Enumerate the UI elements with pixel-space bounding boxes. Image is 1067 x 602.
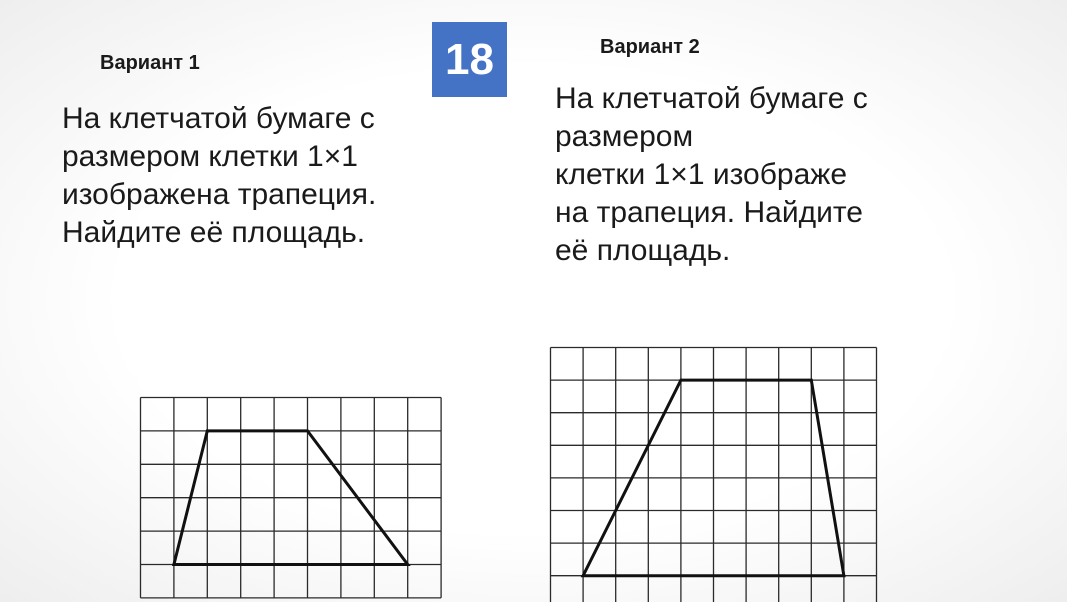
task-line: размером (555, 118, 868, 156)
variant-1-label: Вариант 1 (100, 52, 200, 75)
task-line: На клетчатой бумаге с (62, 100, 376, 138)
grid-lines (141, 398, 442, 598)
variant-2-label: Вариант 2 (600, 36, 700, 59)
variant-2-task-text (555, 80, 868, 270)
task-line: размером клетки 1×1 (62, 138, 376, 176)
variant-1-grid-figure (140, 397, 440, 602)
variant-1-task-text (62, 100, 376, 252)
task-line: на трапеция. Найдите (555, 194, 868, 232)
task-line: Найдите её площадь. (62, 214, 376, 252)
variant-2-grid-figure (550, 347, 880, 602)
task-line: изображена трапеция. (62, 176, 376, 214)
task-line: её площадь. (555, 232, 868, 270)
task-line: клетки 1×1 изображе (555, 156, 868, 194)
task-line: На клетчатой бумаге с (555, 80, 868, 118)
task-number-badge: 18 (432, 22, 507, 97)
